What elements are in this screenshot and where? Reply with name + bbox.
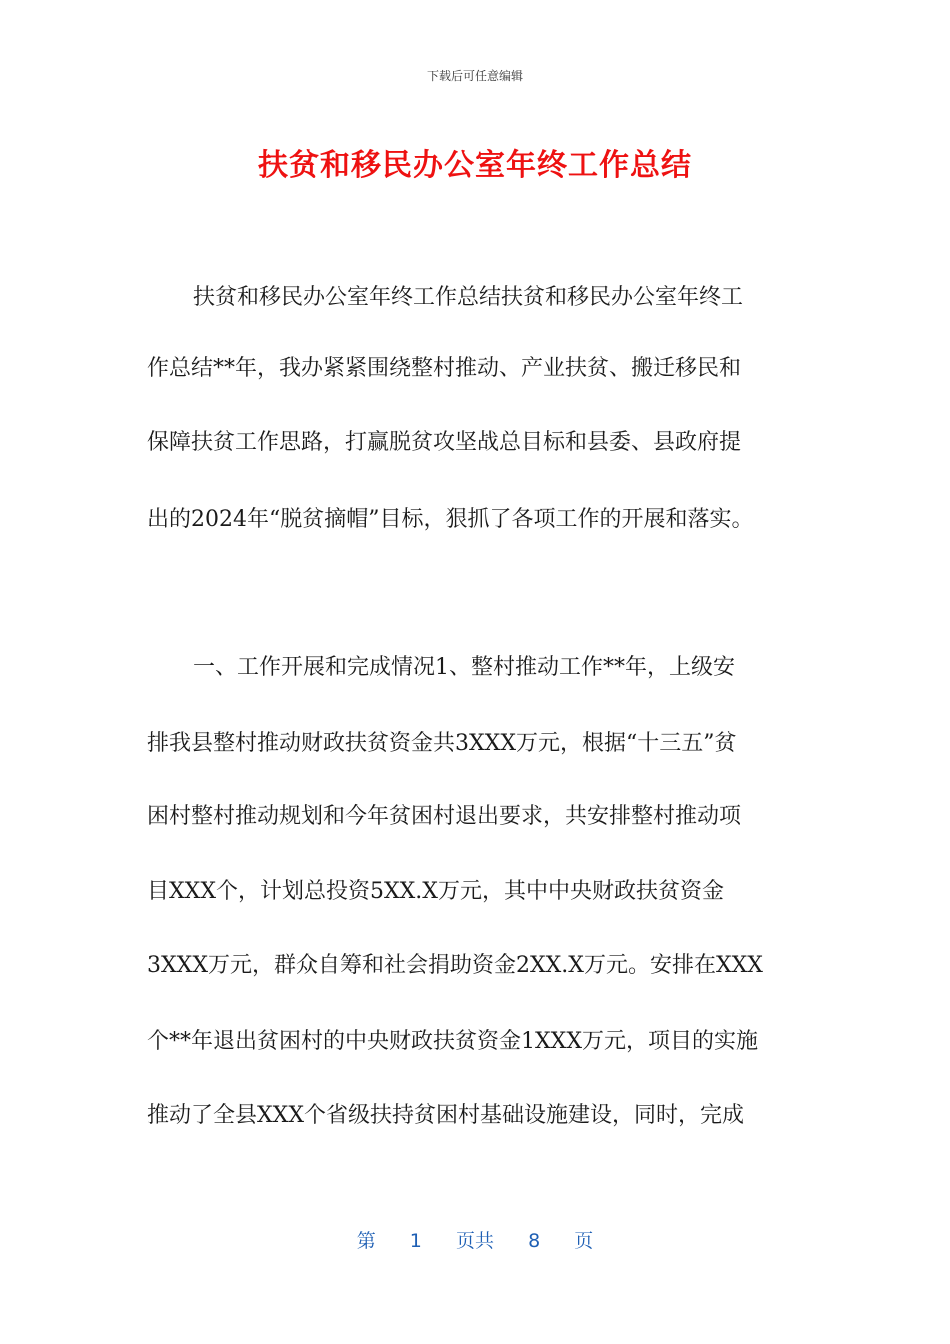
page-footer — [0, 1226, 950, 1253]
document-title: 扶贫和移民办公室年终工作总结 — [258, 148, 692, 183]
page-number: 1 — [409, 1230, 422, 1252]
text-line: 一、工作开展和完成情况1、整村推动工作**年，上级安 — [193, 655, 735, 680]
text-line: 出的2024年“脱贫摘帽”目标，狠抓了各项工作的开展和落实。 — [147, 507, 754, 532]
text-line: 目XXX个，计划总投资5XX.X万元，其中中央财政扶贫资金 — [147, 879, 724, 904]
text-line: 保障扶贫工作思路，打赢脱贫攻坚战总目标和县委、县政府提 — [147, 430, 742, 455]
page-suffix: 页 — [574, 1230, 594, 1252]
text-line: 困村整村推动规划和今年贫困村退出要求，共安排整村推动项 — [147, 804, 742, 829]
text-line: 3XXX万元，群众自筹和社会捐助资金2XX.X万元。安排在XXX — [147, 953, 763, 978]
total-pages: 8 — [528, 1230, 541, 1252]
text-line: 作总结**年，我办紧紧围绕整村推动、产业扶贫、搬迁移民和 — [147, 356, 742, 381]
total-label: 页共 — [455, 1230, 494, 1252]
text-line: 个**年退出贫困村的中央财政扶贫资金1XXX万元，项目的实施 — [147, 1029, 758, 1054]
text-line: 推动了全县XXX个省级扶持贫困村基础设施建设，同时，完成 — [147, 1103, 744, 1128]
text-line: 扶贫和移民办公室年终工作总结扶贫和移民办公室年终工 — [193, 285, 744, 310]
text-line: 排我县整村推动财政扶贫资金共3XXX万元，根据“十三五”贫 — [147, 731, 737, 756]
header-note: 下载后可任意编辑 — [426, 69, 523, 83]
page-label: 第 — [356, 1230, 376, 1252]
